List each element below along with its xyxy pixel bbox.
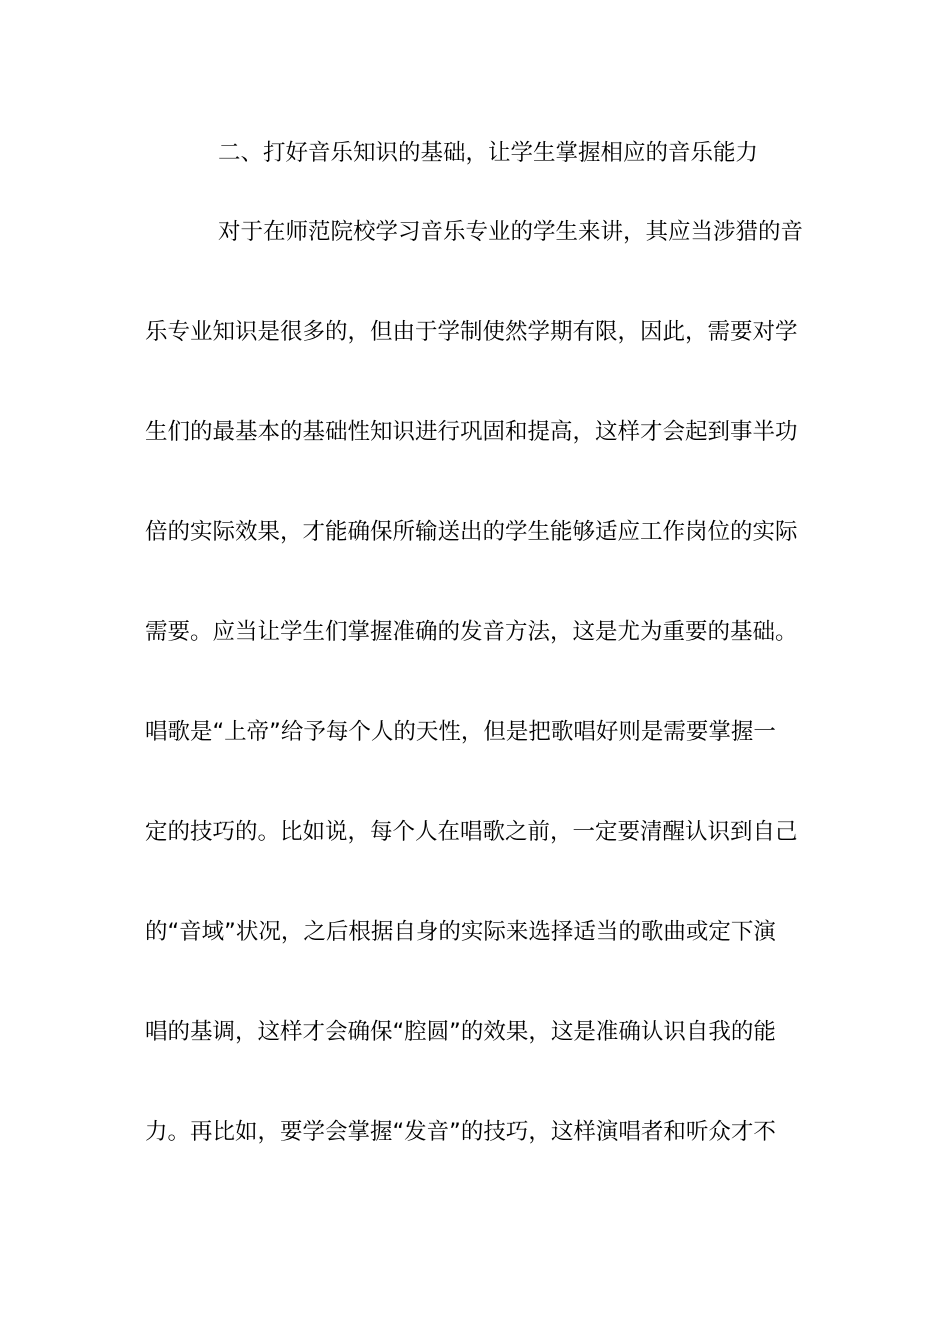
paragraph-line-1: 对于在师范院校学习音乐专业的学生来讲，其应当涉猎的音 [218, 219, 804, 245]
paragraph-line-8: 的“音域”状况，之后根据自身的实际来选择适当的歌曲或定下演 [145, 919, 776, 945]
paragraph-line-10: 力。再比如，要学会掌握“发音”的技巧，这样演唱者和听众才不 [145, 1119, 776, 1145]
paragraph-line-6: 唱歌是“上帝”给予每个人的天性，但是把歌唱好则是需要掌握一 [145, 719, 776, 745]
paragraph-line-5: 需要。应当让学生们掌握准确的发音方法，这是尤为重要的基础。 [145, 619, 798, 645]
paragraph-line-7: 定的技巧的。比如说，每个人在唱歌之前，一定要清醒认识到自己 [145, 819, 798, 845]
section-heading: 二、打好音乐知识的基础，让学生掌握相应的音乐能力 [218, 140, 759, 166]
paragraph-line-9: 唱的基调，这样才会确保“腔圆”的效果，这是准确认识自我的能 [145, 1019, 776, 1045]
paragraph-line-4: 倍的实际效果，才能确保所输送出的学生能够适应工作岗位的实际 [145, 519, 798, 545]
paragraph-line-3: 生们的最基本的基础性知识进行巩固和提高，这样才会起到事半功 [145, 419, 798, 445]
paragraph-line-2: 乐专业知识是很多的，但由于学制使然学期有限，因此，需要对学 [145, 319, 798, 345]
